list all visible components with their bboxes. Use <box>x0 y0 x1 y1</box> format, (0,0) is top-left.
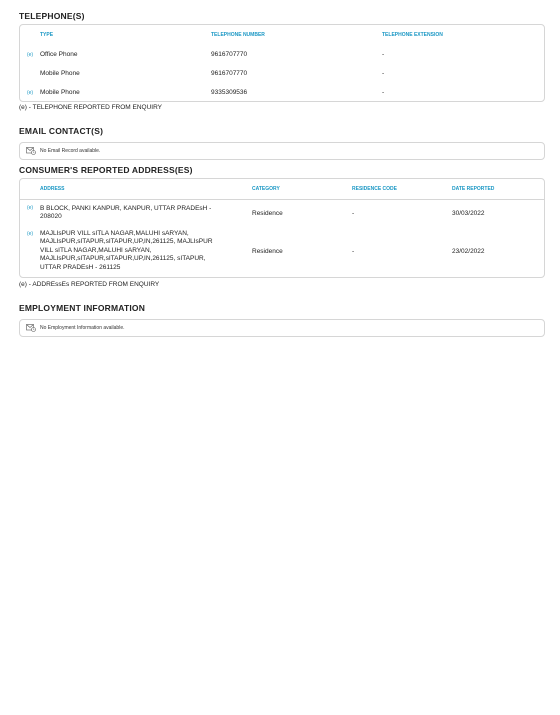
address-residence-code: - <box>352 209 355 217</box>
employment-section-title: EMPLOYMENT INFORMATION <box>19 303 146 313</box>
address-section-title: CONSUMER'S REPORTED ADDRESS(ES) <box>19 165 193 175</box>
email-box <box>19 142 545 160</box>
employment-empty-row <box>20 320 544 336</box>
enquiry-mark: (e) <box>26 231 34 237</box>
telephone-extension-header: TELEPHONE EXTENSION <box>382 32 443 38</box>
telephone-type: Office Phone <box>40 51 78 58</box>
address-text: B BLOCK, PANKI KANPUR, KANPUR, UTTAR PRADEsH - 208020 <box>40 205 212 220</box>
address-text: MAJLIsPUR VILL sITLA NAGAR,MALUHI sARYAN, MAJLIsPUR,sITAPUR,sITAPUR,UP,IN,261125, MAJLIsPUR VILL sITLA NAGAR,MALUHI sARYAN, MAJLIsPUR,sITAPUR,sITAPUR,UP,IN,261125, sITAPUR, UTTAR PRADEsH - 261125 <box>40 229 213 271</box>
category-header: CATEGORY <box>252 186 280 192</box>
telephone-type: Mobile Phone <box>40 89 80 96</box>
telephone-note: (e) - TELEPHONE REPORTED FROM ENQUIRY <box>19 104 163 111</box>
address-date-reported: 30/03/2022 <box>452 209 485 217</box>
envelope-clock-icon <box>26 324 36 332</box>
telephone-extension: - <box>382 70 385 77</box>
telephone-number: 9616707770 <box>211 70 248 77</box>
telephone-table-header <box>20 25 544 45</box>
telephone-type-header: TYPE <box>40 32 54 38</box>
table-row <box>20 83 544 102</box>
telephone-extension: - <box>382 89 385 96</box>
address-category: Residence <box>252 247 283 255</box>
residence-code-header: RESIDENCE CODE <box>352 186 398 192</box>
telephone-number: 9616707770 <box>211 51 248 58</box>
enquiry-mark: (e) <box>26 205 34 211</box>
telephone-type: Mobile Phone <box>40 70 80 77</box>
address-table <box>19 178 545 278</box>
table-row <box>20 64 544 83</box>
envelope-clock-icon <box>26 147 36 155</box>
address-header: ADDRESS <box>40 186 65 192</box>
address-residence-code: - <box>352 247 355 255</box>
date-reported-header: DATE REPORTED <box>452 186 495 192</box>
email-empty-row <box>20 143 544 159</box>
address-date-reported: 23/02/2022 <box>452 247 485 255</box>
address-category: Residence <box>252 209 283 217</box>
telephone-extension: - <box>382 51 385 58</box>
employment-box <box>19 319 545 337</box>
table-row <box>20 45 544 64</box>
table-row <box>20 226 544 276</box>
employment-empty-text: No Employment Information available. <box>40 325 125 331</box>
telephone-number: 9335309536 <box>211 89 248 96</box>
address-note: (e) - ADDREssEs REPORTED FROM ENQUIRY <box>19 281 160 288</box>
telephone-section-title: TELEPHONE(S) <box>19 11 85 21</box>
telephone-table <box>19 24 545 102</box>
email-empty-text: No Email Record available. <box>40 148 101 154</box>
enquiry-mark: (e) <box>26 89 34 96</box>
address-table-header <box>20 179 544 200</box>
enquiry-mark: (e) <box>26 51 34 58</box>
telephone-number-header: TELEPHONE NUMBER <box>211 32 265 38</box>
table-row <box>20 200 544 226</box>
email-section-title: EMAIL CONTACT(S) <box>19 126 104 136</box>
